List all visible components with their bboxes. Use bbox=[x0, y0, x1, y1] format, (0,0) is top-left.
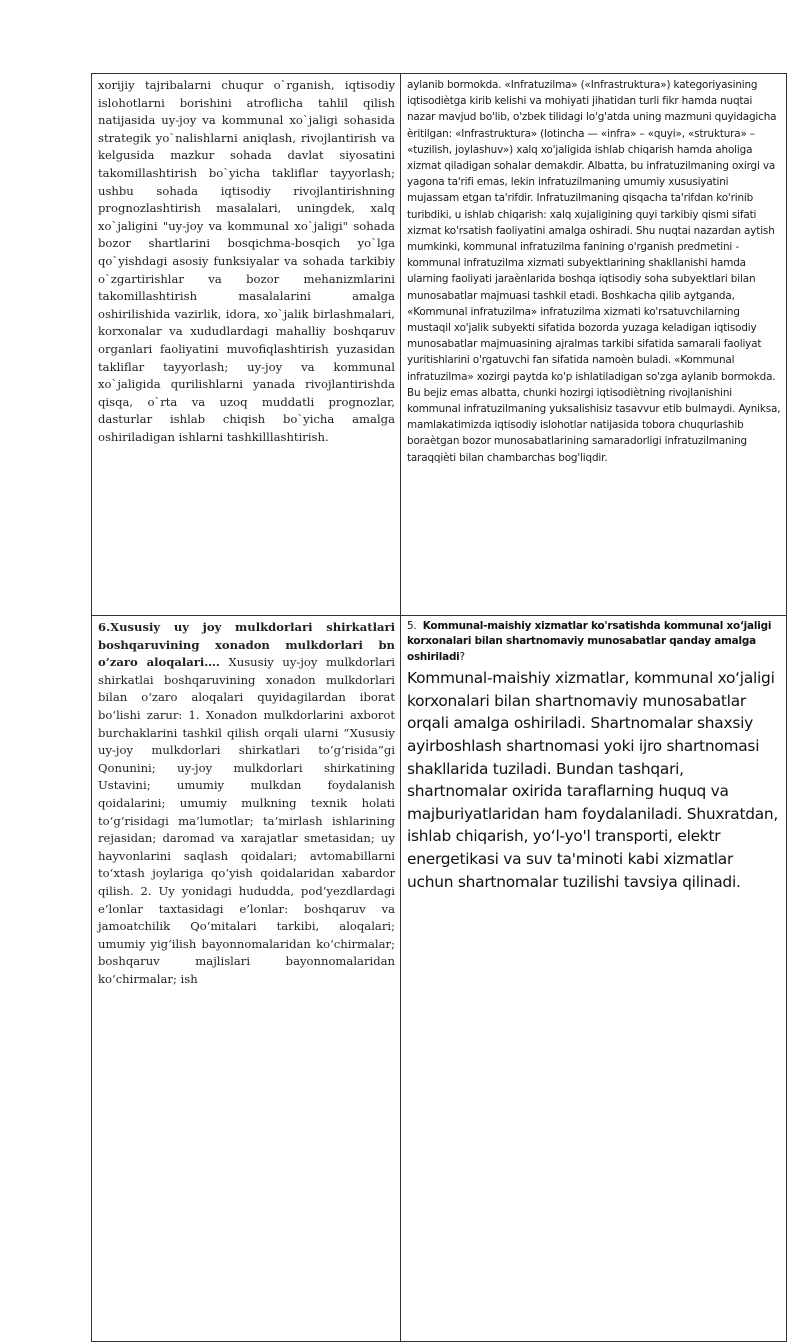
row1-left-text: xorijiy tajribalarni chuqur o`rganish, iqtisodiy islohotlarni borishini atroflicha tahlil qilish natijasida uy-joy va kommunal xo`jaligi sohasida strategik yo`nalishlarni aniqlash, rivojlantirish va kelgusida mazkur sohada davlat siyosatini takomillashtirish bo`yicha takliflar tayyorlash; ushbu sohada iqtisodiy rivojlantirishning prognozlashtirish masalalari, uningdek, xalq xo`jaligini "uy-joy va kommunal xo`jaligi" sohada bozor shartlarini bosqichma-bosqich yo`lga qo`yishdagi asosiy funksiyalar va sohada tarkibiy o`zgartirishlar va bozor mehanizmlarini takomillashtirish masalalarini amalga oshirilishida vazirlik, idora, xo`jalik birlashmalari, korxonalar va xududlardagi mahalliy boshqaruv organlari faoliyatini muvofiqlashtirish yuzasidan takliflar tayyorlash; uy-joy va kommunal xo`jaligida qurilishlarni yanada rivojlantirishda qisqa, o`rta va uzoq muddatli prognozlar, dasturlar ishlab chiqish bo`yicha amalga oshiriladigan ishlarni tashkilllashtirish. bbox=[98, 78, 395, 444]
row2-left-cell bbox=[92, 616, 401, 1342]
row2-left-paragraph bbox=[98, 619, 395, 988]
question-6-answer: Xususiy uy-joy mulkdorlari shirkatlai boshqaruvining xonadon mulkdorlari bilan o‘zaro aloqalari quyidagilardan iborat bo‘lishi zarur: 1. Xonadon mulkdorlarini axborot burchaklarini tashkil qilish orqali ularni “Xususiy uy-joy mulkdorlari shirkatlari to‘g‘risida”gi Qonunini; uy-joy mulkdorlari shirkatining Ustavini; umumiy mulkdan foydalanish qoidalarini; umumiy mulkning texnik holati to‘g‘risidagi ma’lumotlar; ta’mirlash ishlarining rejasidan; daromad va xarajatlar smetasidan; uy hayvonlarini saqlash qoidalari; avtomabillarni to‘xtash joylariga qo‘yish qoidalaridan xabardor qilish. 2. Uy yonidagi hududda, pod’yezdlardagi e’lonlar taxtasidagi e’lonlar: boshqaruv va jamoatchilik Qo‘mitalari tarkibi, aloqalari; umumiy yig‘ilish bayonnomalaridan ko‘chirmalar; boshqaruv majlislari bayonnomalaridan ko‘chirmalar; ish bbox=[98, 655, 395, 986]
question-5-number: 5. bbox=[407, 620, 417, 632]
row2-right-cell bbox=[401, 616, 787, 1342]
question-5-heading bbox=[407, 619, 781, 665]
content-table bbox=[91, 73, 787, 1342]
row1-left-cell bbox=[92, 74, 401, 616]
question-5-title-tail: ? bbox=[459, 650, 465, 663]
question-5-answer: Kommunal-maishiy xizmatlar, kommunal xo‘jaligi korxonalari bilan shartnomaviy munosabatlar orqali amalga oshiriladi. Shartnomalar shaxsiy ayirboshlash shartnomasi yoki ijro shartnomasi shakllarida tuziladi. Bundan tashqari, shartnomalar oxirida taraflarning huquq va majburiyatlaridan ham foydalaniladi. Shuxratdan, ishlab chiqarish, yo‘l-yo'l transporti, elektr energetikasi va suv ta'minoti kabi xizmatlar uchun shartnomalar tuzilishi tavsiya qilinadi. bbox=[407, 669, 779, 891]
question-6-heading: 6.Xususiy uy joy mulkdorlari shirkatlari boshqaruvining xonadon mulkdorlari bn o’zaro aloqalari…. bbox=[98, 620, 395, 670]
row1-right-text: aylanib bormokda. «Infratuzilma» («Infrastruktura») kategoriyasining iqtisodiètga kirib kelishi va mohiyati jihatidan turli fikr hamda nuqtai nazar mavjud bo'lib, o'zbek tilidagi lo'g'atda uning mazmuni quyidagicha èritilgan: «Infrastruktura» (lotincha — «infra» – «quyi», «struktura» – «tuzilish, joylashuv») xalq xo'jaligida ishlab chiqarish hamda aholiga xizmat qiladigan sohalar demakdir. Albatta, bu infratuzilmaning oxirgi va yagona ta'rifi emas, lekin infratuzilmaning umumiy xususiyatini mujassam etgan ta'rifdir. Infratuzilmaning qisqacha ta'rifdan ko'rinib turibdiki, u ishlab chiqarish: xalq xujaligining quyi tarkibiy qismi sifati xizmat ko'rsatish faoliyatini amalga oshiradi. Shu nuqtai nazardan aytish mumkinki, kommunal infratuzilma fanining o'rganish predmetini - kommunal infratuzilma xizmati subyektlarining shakllanishi hamda ularning faoliyati jaraènlarida boshqa iqtisodiy soha subyektlari bilan munosabatlar majmuasi tashkil etadi. Boshkacha qilib aytganda, «Kommunal infratuzilma» infratuzilma xizmati ko'rsatuvchilarning mustaqil xo'jalik subyekti sifatida bozorda yuzaga keladigan iqtisodiy munosabatlar majmuasining ajralmas tarkibi sifatida samarali faoliyat yuritishlarini o'rgatuvchi fan sifatida namoèn buladi. «Kommunal infratuzilma» xozirgi paytda ko'p ishlatiladigan so'zga aylanib bormokda. Bu bejiz emas albatta, chunki hozirgi iqtisodiètning rivojlanishini kommunal infratuzilmaning yuksalishisiz tasavvur etib bulmaydi. Ayniksa, mamlakatimizda iqtisodiy islohotlar natijasida tobora chuqurlashib boraètgan bozor munosabatlarining samaradorligi infratuzilmaning taraqqièti bilan chambarchas bog'liqdir. bbox=[407, 79, 781, 464]
row1-right-cell bbox=[401, 74, 787, 616]
table-row bbox=[92, 616, 787, 1342]
document-page bbox=[91, 73, 786, 1342]
question-5-title: Kommunal-maishiy xizmatlar ko'rsatishda kommunal xo‘jaligi korxonalari bilan shartnomaviy munosabatlar qanday amalga oshiriladi bbox=[407, 620, 772, 663]
table-row bbox=[92, 74, 787, 616]
